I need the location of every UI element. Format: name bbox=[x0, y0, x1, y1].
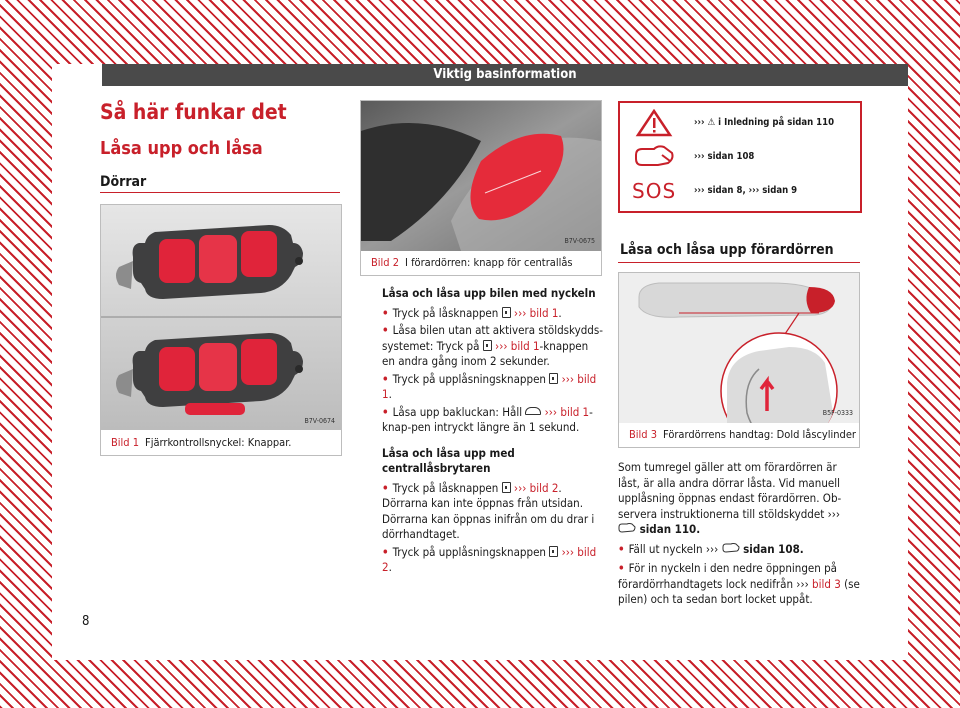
page-number: 8 bbox=[82, 614, 90, 629]
bullet-item: • Tryck på upplåsningsknappen ››› bild 2. bbox=[382, 544, 597, 574]
figure-2 bbox=[360, 100, 602, 276]
figure-code: B7V-0674 bbox=[304, 417, 335, 425]
key-icon bbox=[618, 523, 636, 533]
figure-link[interactable]: bild 2 bbox=[382, 544, 597, 574]
section-heading-driver-door: Låsa och låsa upp förardörren bbox=[620, 242, 834, 258]
figure-3-image bbox=[619, 273, 859, 423]
lock-icon bbox=[483, 340, 492, 351]
figure-1-caption bbox=[101, 436, 341, 455]
figure-2-caption bbox=[361, 256, 601, 275]
figure-number: Bild 1 bbox=[111, 436, 140, 449]
bullet-item: • Låsa bilen utan att aktivera stöldskydds-systemet: Tryck på ››› bild 1-knappen en andra gång inom 2 sekunder. bbox=[382, 323, 603, 368]
bullet-item: • Fäll ut nyckeln ››› sidan 108. bbox=[618, 541, 804, 556]
figure-link[interactable]: bild 1 bbox=[510, 338, 540, 353]
bullet-item: • Tryck på upplåsningsknappen ››› bild 1. bbox=[382, 371, 597, 401]
unlock-icon bbox=[549, 546, 558, 557]
warning-link[interactable]: ››› ⚠ i Inledning på sidan 110 bbox=[694, 117, 835, 128]
section-heading-doors: Dörrar bbox=[100, 174, 147, 190]
figure-1-image bbox=[101, 205, 341, 430]
heading-rule bbox=[100, 192, 340, 193]
figure-link[interactable]: bild 1 bbox=[529, 305, 559, 320]
figure-1 bbox=[100, 204, 342, 456]
caption-text: Förardörrens handtag: Dold låscylinder bbox=[663, 428, 856, 441]
figure-link[interactable]: bild 2 bbox=[529, 480, 559, 495]
section-header: Viktig basinformation bbox=[102, 64, 908, 86]
lock-icon bbox=[502, 482, 511, 493]
subheading-central-lock: Låsa och låsa upp med centrallåsbrytaren bbox=[382, 445, 515, 475]
paragraph: Som tumregel gäller att om förardörren är låst, är alla andra dörrar låsta. Vid manuell upplåsning öppnas endast förardörren. Ob-servera instruktionerna till stöldskyddet ››› sidan 110. bbox=[618, 460, 842, 536]
caption-text: I förardörren: knapp för centrallås bbox=[405, 256, 573, 269]
lock-icon bbox=[502, 307, 511, 318]
caption-text: Fjärrkontrollsnyckel: Knappar. bbox=[145, 436, 292, 449]
warning-reference-box bbox=[618, 101, 862, 213]
figure-link[interactable]: bild 1 bbox=[382, 371, 597, 401]
car-trunk-icon bbox=[525, 407, 541, 415]
warning-link[interactable]: ››› sidan 8, ››› sidan 9 bbox=[694, 185, 798, 196]
sos-icon: SOS bbox=[632, 179, 677, 203]
figure-3-caption bbox=[619, 428, 859, 447]
warning-row bbox=[620, 139, 860, 175]
warning-triangle-icon bbox=[632, 109, 676, 137]
figure-number: Bild 3 bbox=[629, 428, 658, 441]
unlock-icon bbox=[549, 373, 558, 384]
figure-code: B5F-0333 bbox=[822, 409, 853, 417]
warning-link[interactable]: ››› sidan 108 bbox=[694, 151, 755, 162]
bullet-item: • Tryck på låsknappen ››› bild 1. bbox=[382, 305, 562, 320]
key-icon bbox=[722, 543, 740, 553]
subtitle: Låsa upp och låsa bbox=[100, 138, 263, 159]
manual-page bbox=[52, 64, 908, 660]
figure-number: Bild 2 bbox=[371, 256, 400, 269]
warning-row bbox=[620, 105, 860, 141]
bullet-item: • Tryck på låsknappen ››› bild 2. Dörrarna kan inte öppnas från utsidan. Dörrarna kan öppnas inifrån om du drar i dörrhandtaget. bbox=[382, 480, 595, 541]
figure-code: B7V-0675 bbox=[564, 237, 595, 245]
warning-row bbox=[620, 173, 860, 209]
right-text-column bbox=[618, 460, 860, 612]
key-icon bbox=[632, 143, 676, 171]
subheading-key: Låsa och låsa upp bilen med nyckeln bbox=[382, 286, 596, 300]
heading-rule bbox=[618, 262, 860, 263]
middle-text-column bbox=[382, 286, 604, 578]
bullet-item: • För in nyckeln i den nedre öppningen på förardörrhandtagets lock nedifrån ››› bild 3 (se pilen) och ta sedan bort locket uppåt. bbox=[618, 561, 860, 606]
bullet-item: • Låsa upp bakluckan: Håll ››› bild 1-knap-pen intryckt längre än 1 sekund. bbox=[382, 404, 593, 434]
figure-3 bbox=[618, 272, 860, 448]
figure-link[interactable]: bild 1 bbox=[560, 404, 590, 419]
figure-2-image bbox=[361, 101, 601, 251]
page-title: Så här funkar det bbox=[100, 100, 287, 124]
figure-link[interactable]: bild 3 bbox=[812, 576, 841, 591]
